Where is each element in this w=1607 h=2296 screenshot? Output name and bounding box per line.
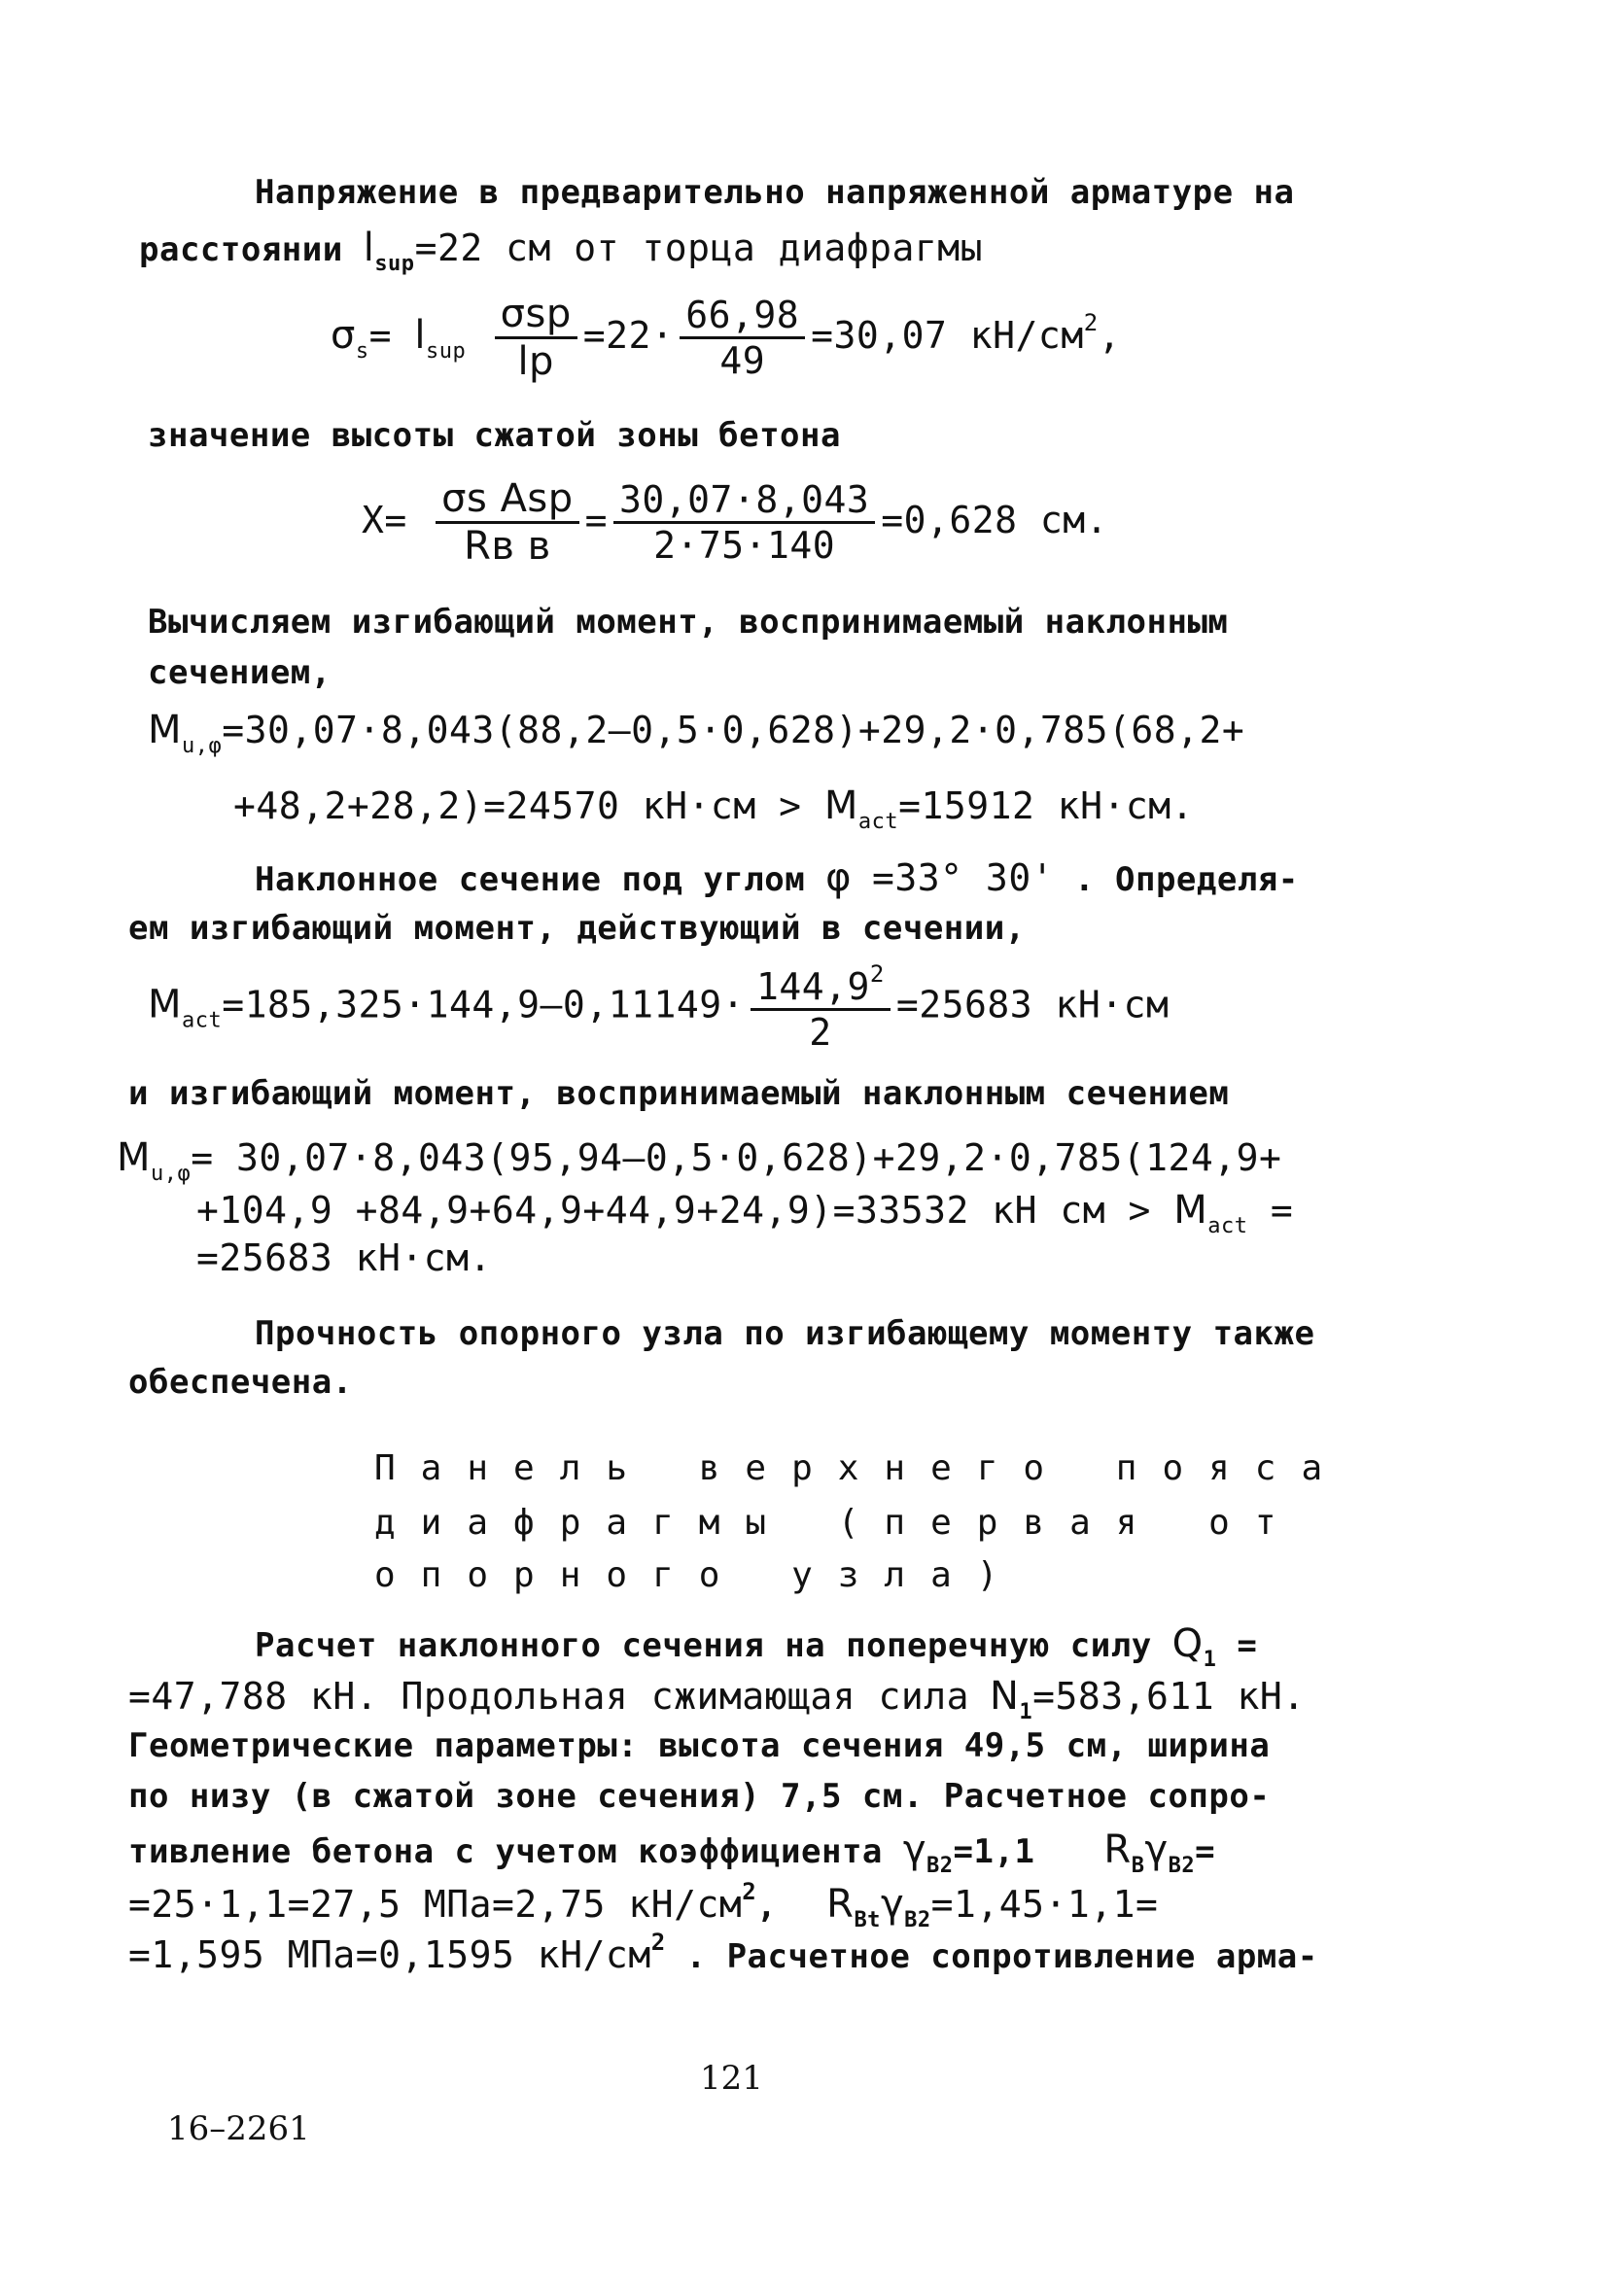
subscript: act — [182, 1008, 223, 1033]
symbol-gamma: γ — [880, 1882, 905, 1927]
fraction — [680, 294, 805, 382]
fraction — [613, 478, 875, 567]
formula-m-u-phi-2-end — [196, 1236, 492, 1279]
denominator: 2·75·140 — [653, 524, 836, 567]
numerator: 66,98 — [680, 294, 805, 339]
text: +104,9 +84,9+64,9+44,9+24,9)=33532 кН см > — [196, 1189, 1151, 1232]
paragraph-line — [148, 653, 332, 692]
superscript: 2 — [650, 1929, 666, 1956]
paragraph-line — [128, 1929, 1318, 1976]
denominator: 2 — [809, 1011, 832, 1054]
superscript: 2 — [869, 960, 885, 988]
symbol-gamma: γ — [1144, 1827, 1169, 1872]
section-heading — [374, 1448, 1347, 1488]
paragraph-line — [128, 1363, 353, 1402]
text: =25683 кН·см — [895, 983, 1170, 1026]
text: и изгибающий момент, воспринимаемый наклонным сечением — [128, 1074, 1230, 1113]
section-heading — [374, 1555, 1023, 1595]
subscript: B2 — [1168, 1854, 1196, 1878]
subscript: sup — [426, 339, 467, 364]
text: Напряжение в предварительно напряженной арматуре на — [255, 173, 1295, 212]
document-code: 16–2261 — [167, 2109, 310, 2148]
symbol-l: l — [363, 226, 375, 270]
paragraph-line — [128, 1827, 1215, 1878]
subscript: 1 — [1203, 1648, 1217, 1672]
subscript: 1 — [1019, 1700, 1033, 1724]
text: 144,9 — [755, 965, 870, 1008]
text: Расчет наклонного сечения на поперечную силу — [255, 1626, 1152, 1665]
text: =1,45·1,1= — [930, 1883, 1159, 1926]
formula-x — [362, 476, 1108, 569]
denominator: 49 — [719, 339, 766, 382]
heading-line: опорного узла) — [374, 1555, 1024, 1595]
text: Прочность опорного узла по изгибающему моменту также — [255, 1314, 1315, 1353]
paragraph-line — [148, 603, 1228, 642]
text: =22 см от торца диафрагмы — [414, 226, 984, 269]
subscript: act — [857, 810, 899, 834]
symbol-n: N — [989, 1674, 1020, 1719]
text: =15912 кН·см. — [898, 784, 1195, 827]
text: расстоянии — [139, 230, 343, 269]
text: Наклонное сечение под углом — [255, 860, 806, 899]
paragraph-line — [128, 1878, 1158, 1932]
formula-m-u-phi-2-cont — [196, 1188, 1293, 1238]
numerator: 30,07·8,043 — [613, 478, 875, 524]
paragraph-line — [128, 1777, 1270, 1816]
text: =25·1,1=27,5 МПа=2,75 кН/см — [128, 1883, 743, 1926]
page-number: 121 — [700, 2059, 763, 2098]
heading-line: диафрагмы (первая от — [374, 1503, 1302, 1543]
text: =0,628 см. — [881, 499, 1108, 541]
fraction — [751, 960, 891, 1054]
section-heading — [374, 1503, 1301, 1543]
text: = — [1237, 1626, 1258, 1665]
text: . Расчетное сопротивление арма- — [685, 1937, 1318, 1976]
text: обеспечена. — [128, 1363, 353, 1402]
paragraph-line — [148, 416, 841, 455]
subscript: s — [355, 339, 369, 364]
heading-line: Панель верхнего пояса — [374, 1448, 1348, 1488]
symbol-sigma: σ — [331, 313, 356, 358]
fraction — [436, 476, 579, 569]
symbol-l: l — [414, 313, 427, 358]
subscript: u,φ — [182, 734, 223, 758]
text: +48,2+28,2)=24570 кН·см > — [233, 784, 802, 827]
paragraph-line — [128, 1674, 1306, 1724]
formula-m-u-phi-2 — [117, 1135, 1281, 1186]
text: =47,788 кН. Продольная сжимающая сила — [128, 1675, 969, 1718]
text: =30,07 кН/см — [811, 314, 1084, 357]
text: Геометрические параметры: высота сечения 49,5 см, ширина — [128, 1726, 1271, 1765]
symbol-gamma: γ — [902, 1827, 927, 1872]
text: , — [756, 1887, 778, 1926]
symbol-m: M — [117, 1135, 152, 1180]
superscript: 2 — [1083, 309, 1099, 336]
symbol-m: M — [1173, 1188, 1208, 1233]
numerator: σs Asp — [436, 476, 579, 524]
paragraph-line — [255, 855, 1299, 900]
symbol-q: Q — [1171, 1621, 1204, 1666]
text: = 30,07·8,043(95,94–0,5·0,628)+29,2·0,785(124,9+ — [191, 1136, 1282, 1179]
denominator: Rв в — [464, 524, 551, 569]
symbol-m: M — [148, 982, 183, 1027]
formula-sigma-s — [331, 292, 1121, 384]
text: тивление бетона с учетом коэффициента — [128, 1832, 883, 1871]
symbol-r: R — [826, 1882, 855, 1927]
paragraph-line — [255, 1621, 1257, 1672]
text: =185,325·144,9–0,11149· — [222, 983, 745, 1026]
formula-m-u-phi — [148, 708, 1244, 758]
fraction — [495, 292, 577, 384]
superscript: 2 — [742, 1878, 757, 1905]
subscript: act — [1207, 1214, 1248, 1238]
paragraph-line — [255, 1314, 1314, 1353]
denominator: lp — [517, 339, 554, 384]
paragraph-line — [139, 226, 983, 276]
symbol-phi: φ — [825, 855, 853, 900]
subscript: B2 — [926, 1854, 954, 1878]
paragraph-line — [128, 909, 1026, 948]
formula-m-u-phi-cont — [233, 783, 1194, 834]
paragraph-line — [255, 173, 1294, 212]
text: =25683 кН·см. — [196, 1236, 492, 1279]
text: Вычисляем изгибающий момент, воспринимаемый наклонным — [148, 603, 1229, 642]
text: = — [1270, 1189, 1294, 1232]
numerator: σsp — [495, 292, 577, 339]
symbol-m: M — [823, 783, 858, 828]
subscript: sup — [374, 252, 415, 276]
text: =30,07·8,043(88,2–0,5·0,628)+29,2·0,785(68,2+ — [222, 709, 1245, 751]
text: сечением, — [148, 653, 332, 692]
text: значение высоты сжатой зоны бетона — [148, 416, 841, 455]
text: ем изгибающий момент, действующий в сечении, — [128, 909, 1026, 948]
equals: = — [584, 499, 609, 541]
text: =1,595 МПа=0,1595 кН/см — [128, 1933, 651, 1976]
subscript: u,φ — [151, 1162, 192, 1186]
equals: = — [368, 314, 392, 357]
formula-m-act — [148, 960, 1169, 1054]
text: , — [1098, 314, 1122, 357]
angle-value: =33° 30' — [872, 856, 1055, 899]
symbol-m: M — [148, 708, 183, 752]
text: =1,1 — [953, 1832, 1035, 1871]
text: = — [1195, 1832, 1216, 1871]
text: =583,611 кН. — [1032, 1675, 1306, 1718]
text: =22· — [582, 314, 675, 357]
text: по низу (в сжатой зоне сечения) 7,5 см. Расчетное сопро- — [128, 1777, 1271, 1816]
text: X= — [362, 499, 407, 541]
subscript: B — [1131, 1854, 1145, 1878]
subscript: Bt — [854, 1908, 881, 1932]
numerator — [751, 960, 891, 1011]
subscript: B2 — [904, 1908, 931, 1932]
symbol-r: R — [1103, 1827, 1132, 1872]
text: . Определя- — [1074, 860, 1299, 899]
paragraph-line — [128, 1074, 1229, 1113]
paragraph-line — [128, 1726, 1270, 1765]
